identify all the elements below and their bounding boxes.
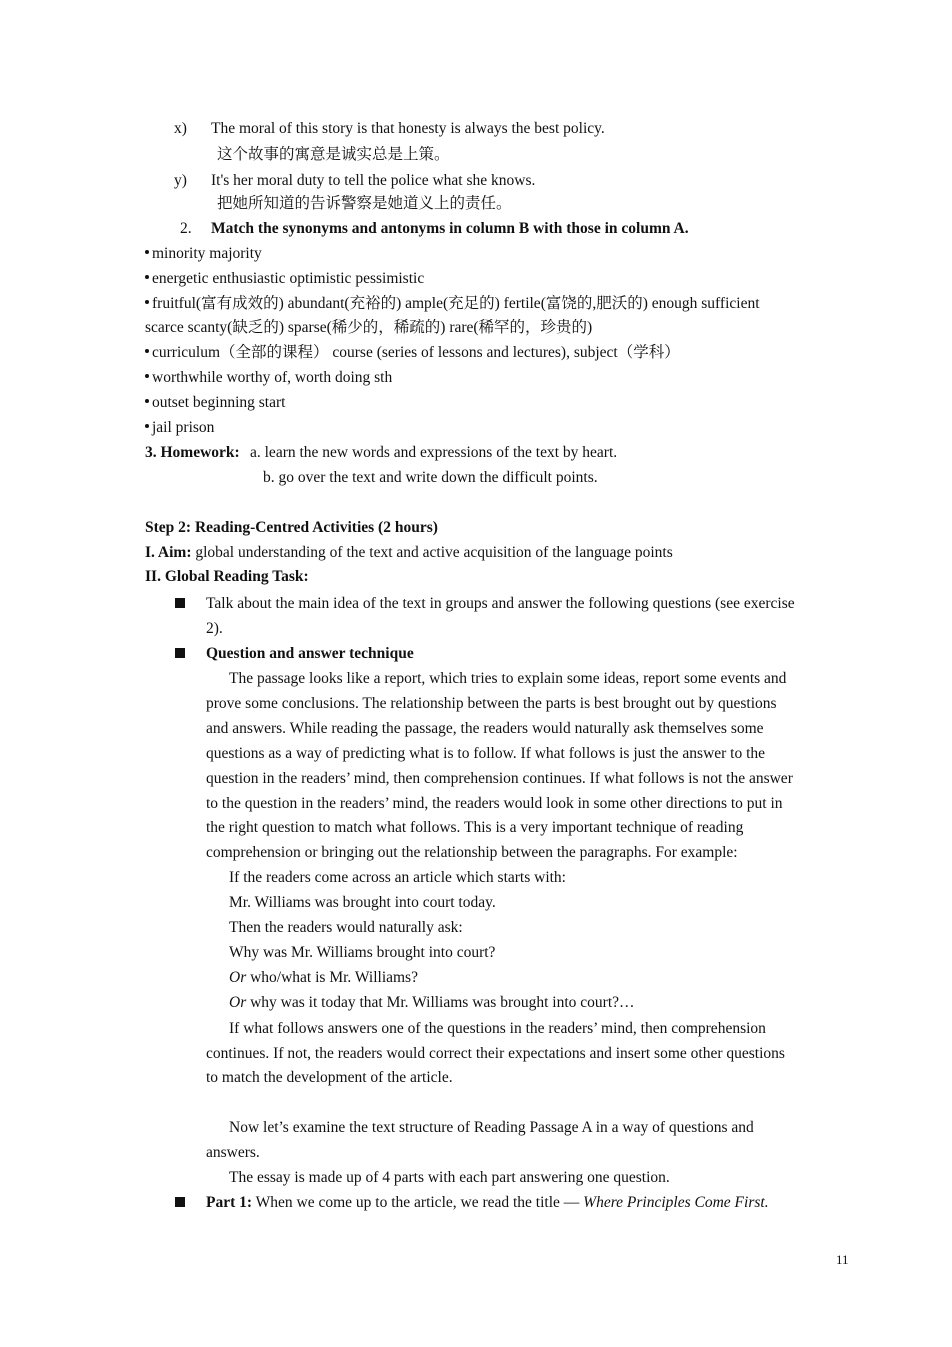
aim-label: I. Aim:	[145, 544, 192, 561]
qa-paragraph-line: continues. If not, the readers would correct their expectations and insert some other questions	[206, 1045, 785, 1062]
item-marker-y: y)	[174, 172, 187, 189]
example-line: Or who/what is Mr. Williams?	[229, 969, 418, 986]
bullet-dot-icon	[145, 250, 149, 254]
aim-line	[145, 543, 673, 563]
square-bullet-icon	[175, 648, 185, 658]
item-x-english: The moral of this story is that honesty is always the best policy.	[211, 120, 605, 137]
word-list-item: energetic enthusiastic optimistic pessimistic	[145, 269, 424, 289]
section-2-number: 2.	[180, 220, 192, 237]
word-list-item: minority majority	[145, 244, 262, 264]
word-list-item: worthwhile worthy of, worth doing sth	[145, 368, 392, 388]
homework-a: a. learn the new words and expressions of the text by heart.	[250, 444, 618, 461]
section-2-title: Match the synonyms and antonyms in column B with those in column A.	[211, 220, 689, 237]
bullet-dot-icon	[145, 424, 149, 428]
part-1-label: Part 1:	[206, 1194, 253, 1211]
qa-paragraph-line: prove some conclusions. The relationship between the parts is best brought out by questions	[206, 695, 777, 712]
qa-paragraph-line: the right question to match what follows. This is a very important technique of reading	[206, 819, 744, 836]
article-title: Where Principles Come First.	[583, 1194, 769, 1211]
bullet-dot-icon	[145, 399, 149, 403]
qa-paragraph-line: Now let’s examine the text structure of Reading Passage A in a way of questions and	[229, 1119, 754, 1136]
item-y-english: It's her moral duty to tell the police what she knows.	[211, 172, 536, 189]
example-line: Or why was it today that Mr. Williams was brought into court?…	[229, 994, 635, 1011]
bullet-dot-icon	[145, 374, 149, 378]
word-list-item-continuation: scarce scanty(缺乏的) sparse(稀少的，稀疏的) rare(稀罕的，珍贵的)	[145, 319, 593, 336]
square-bullet-icon	[175, 598, 185, 608]
homework-b: b. go over the text and write down the difficult points.	[263, 469, 598, 486]
item-x-chinese: 这个故事的寓意是诚实总是上策。	[217, 146, 450, 163]
bullet-dot-icon	[145, 275, 149, 279]
bullet-dot-icon	[145, 349, 149, 353]
part-1-line: Part 1: When we come up to the article, we read the title — Where Principles Come First.	[206, 1194, 769, 1211]
bullet-dot-icon	[145, 300, 149, 304]
or-word: Or	[229, 969, 247, 986]
qa-heading: Question and answer technique	[206, 645, 414, 662]
qa-paragraph-line: questions as a way of predicting what is to follow. If what follows is just the answer to the	[206, 745, 766, 762]
qa-paragraph-line: and answers. While reading the passage, the readers would naturally ask themselves some	[206, 720, 764, 737]
item-y-chinese: 把她所知道的告诉警察是她道义上的责任。	[217, 195, 512, 212]
example-line: If the readers come across an article which starts with:	[229, 869, 566, 886]
global-reading-heading: II. Global Reading Task:	[145, 568, 309, 585]
homework-label: 3. Homework:	[145, 444, 240, 461]
qa-paragraph-line: The essay is made up of 4 parts with each part answering one question.	[229, 1169, 670, 1186]
bullet-1-line2: 2).	[206, 620, 223, 637]
qa-paragraph-line: question in the readers’ mind, then comprehension continues. If what follows is not the answer	[206, 770, 793, 787]
qa-paragraph-line: to match the development of the article.	[206, 1069, 453, 1086]
bullet-1-line1: Talk about the main idea of the text in groups and answer the following questions (see exercise	[206, 595, 795, 612]
example-line: Why was Mr. Williams brought into court?	[229, 944, 496, 961]
example-line: Then the readers would naturally ask:	[229, 919, 463, 936]
square-bullet-icon	[175, 1197, 185, 1207]
word-list-item: fruitful(富有成效的) abundant(充裕的) ample(充足的) fertile(富饶的,肥沃的) enough sufficient	[145, 294, 851, 314]
page-number: 11	[836, 1252, 849, 1267]
qa-paragraph-line: If what follows answers one of the questions in the readers’ mind, then comprehension	[229, 1020, 766, 1037]
qa-paragraph-line: answers.	[206, 1144, 260, 1161]
word-list-item: curriculum（全部的课程） course (series of lessons and lectures), subject（学科）	[145, 343, 680, 363]
word-list-item: outset beginning start	[145, 393, 285, 413]
step-2-heading: Step 2: Reading-Centred Activities (2 hours)	[145, 519, 438, 536]
qa-paragraph-line: comprehension or bringing out the relationship between the paragraphs. For example:	[206, 844, 738, 861]
qa-paragraph-line: The passage looks like a report, which tries to explain some ideas, report some events and	[229, 670, 787, 687]
item-marker-x: x)	[174, 120, 187, 137]
or-word: Or	[229, 994, 247, 1011]
qa-paragraph-line: to the question in the readers’ mind, the readers would look in some other directions to put in	[206, 795, 783, 812]
example-line: Mr. Williams was brought into court today.	[229, 894, 496, 911]
aim-text: global understanding of the text and active acquisition of the language points	[195, 544, 673, 561]
word-list-item: jail prison	[145, 418, 214, 438]
